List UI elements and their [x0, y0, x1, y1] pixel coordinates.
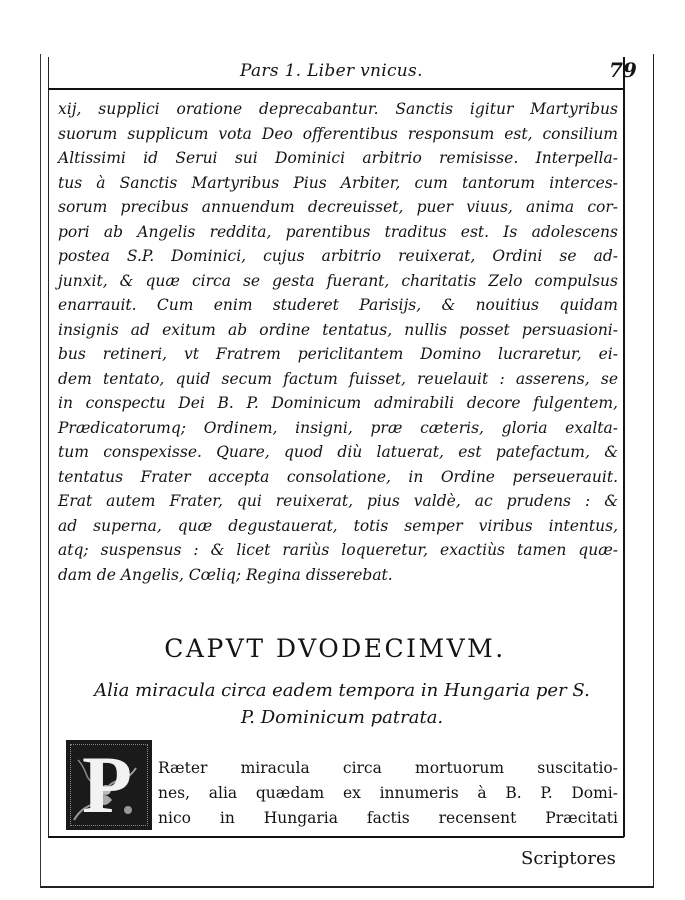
chapter-subtitle — [62, 677, 622, 731]
body-line: enarrauit. Cum enim studeret Parisijs, & nouitius quidam — [58, 296, 618, 314]
body-line: insignis ad exitum ab ordine tentatus, nullis posset persuasioni- — [58, 320, 618, 339]
body-line: postea S.P. Dominici, cujus arbitrio reuixerat, Ordini se ad- — [58, 247, 618, 265]
body-line: sorum precibus annuendum decreuisset, puer viuus, anima cor- — [58, 198, 618, 216]
body-line: xij, supplici oratione deprecabantur. Sanctis igitur Martyribus — [58, 100, 618, 118]
chapter-subtitle-line: P. Dominicum patrata. — [240, 707, 444, 728]
chapter-heading: CAPVT DVODECIMVM. — [164, 634, 506, 663]
initial-letter: P — [82, 740, 133, 830]
opening-line: nico in Hungaria factis recensent Præcitati — [158, 809, 618, 827]
body-line: suorum supplicum vota Deo offerentibus responsum est, consilium — [58, 124, 618, 143]
body-line: junxit, & quæ circa se gesta fuerant, charitatis Zelo compulsus — [58, 271, 618, 290]
body-line: dem tentato, quid secum factum fuisset, reuelauit : asserens, se — [58, 369, 618, 388]
running-head: Pars 1. Liber vnicus. — [240, 61, 423, 81]
body-line: Erat autem Frater, qui reuixerat, pius valdè, ac prudens : & — [58, 492, 618, 510]
body-line: pori ab Angelis reddita, parentibus traditus est. Is adolescens — [58, 222, 618, 241]
decorated-initial — [66, 740, 152, 830]
body-line: atq; suspensus : & licet rariùs loqueretur, exactiùs tamen quæ- — [58, 541, 618, 559]
header-rule — [48, 88, 624, 90]
body-line: Altissimi id Serui sui Dominici arbitrio remisisse. Interpella- — [58, 149, 618, 167]
footer-rule — [48, 836, 624, 838]
body-line: Prædicatorumq; Ordinem, insigni, præ cæteris, gloria exalta- — [58, 418, 618, 437]
chapter-subtitle-line: Alia miracula circa eadem tempora in Hungaria per S. — [94, 680, 590, 701]
page-number: 79 — [609, 58, 637, 82]
body-line: dam de Angelis, Cœliq; Regina disserebat. — [58, 565, 393, 584]
body-line: tentatus Frater accepta consolatione, in Ordine perseuerauit. — [58, 467, 618, 486]
chapter-opening-paragraph — [158, 756, 618, 831]
body-paragraph — [58, 97, 618, 587]
body-line: in conspectu Dei B. P. Dominicum admirabili decore fulgentem, — [58, 394, 618, 412]
body-line: ad superna, quæ degustauerat, totis semper viribus intentus, — [58, 516, 618, 535]
body-line: tus à Sanctis Martyribus Pius Arbiter, cum tantorum interces- — [58, 173, 618, 192]
opening-line: nes, alia quædam ex innumeris à B. P. Domi- — [158, 784, 618, 802]
body-line: bus retineri, vt Fratrem periclitantem Domino lucraretur, ei- — [58, 345, 618, 363]
body-line: tum conspexisse. Quare, quod diù latuerat, est patefactum, & — [58, 443, 618, 461]
opening-line: Ræter miracula circa mortuorum suscitatio- — [158, 759, 618, 777]
catchword: Scriptores — [521, 848, 616, 869]
